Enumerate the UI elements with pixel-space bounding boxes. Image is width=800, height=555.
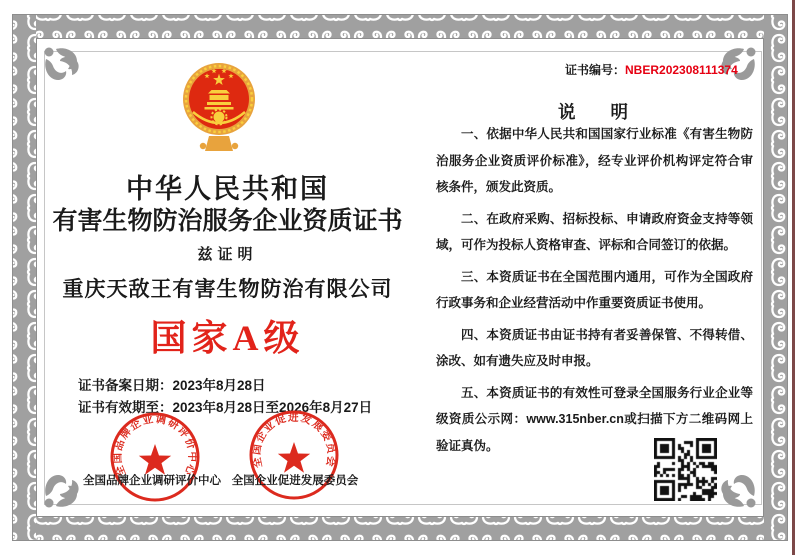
seal-label-left: 全国品牌企业调研评价中心	[83, 475, 221, 487]
qr-code	[654, 438, 717, 501]
seal-stamp-left	[107, 409, 203, 505]
seal-label-right: 全国企业促进发展委员会	[231, 475, 359, 487]
national-emblem-icon	[181, 60, 257, 156]
seal-ring-text: 全国品牌企业调研评价中心	[111, 413, 199, 478]
seal-star-icon	[278, 442, 310, 473]
note-item-1: 一、依据中华人民共和国国家行业标准《有害生物防治服务企业资质评价标准》，经专业评价机构评定符合审核条件，颁发此资质。	[436, 127, 753, 194]
page-edge-shadow	[792, 0, 795, 555]
certificate-number-value: NBER202308111374	[625, 63, 738, 77]
note-item-2: 二、在政府采购、招标投标、申请政府资金支持等领域，可作为投标人资格审查、评标和合同签订的依据。	[436, 211, 753, 252]
certificate-number-label: 证书编号：	[565, 63, 626, 77]
certify-text: 兹证明	[197, 246, 258, 263]
note-item-3: 三、本资质证书在全国范围内通用，可作为全国政府行政事务和企业经营活动中作重要资质证书使用。	[436, 269, 753, 310]
grade-level: 国家A级	[150, 318, 305, 358]
title-country: 中华人民共和国	[126, 174, 329, 204]
valid-period: 证书有效期至：2023年8月28日至2026年8月27日	[78, 400, 373, 415]
notes-body	[436, 121, 753, 464]
company-name: 重庆天敌王有害生物防治有限公司	[62, 278, 393, 301]
certificate-number	[565, 61, 738, 78]
corner-ornament-bottom-right-icon	[721, 475, 755, 508]
note-item-5: 五、本资质证书的有效性可登录全国服务行业企业等级资质公示网：www.315nber.cn或扫描下方二维码网上验证真伪。	[436, 385, 753, 453]
seal-stamp-right	[246, 407, 342, 503]
corner-ornament-bottom-left-icon	[45, 475, 79, 508]
notes-heading: 说 明	[558, 102, 628, 122]
seal-ring-text: 全国企业促进发展委员会	[250, 411, 338, 469]
note-item-4: 四、本资质证书由证书持有者妥善保管、不得转借、涂改、如有遗失应及时申报。	[436, 327, 753, 368]
title-certificate-name: 有害生物防治服务企业资质证书	[52, 207, 403, 235]
seal-star-icon	[139, 444, 171, 475]
corner-ornament-top-left-icon	[45, 48, 79, 81]
record-date: 证书备案日期：2023年8月28日	[78, 378, 266, 393]
